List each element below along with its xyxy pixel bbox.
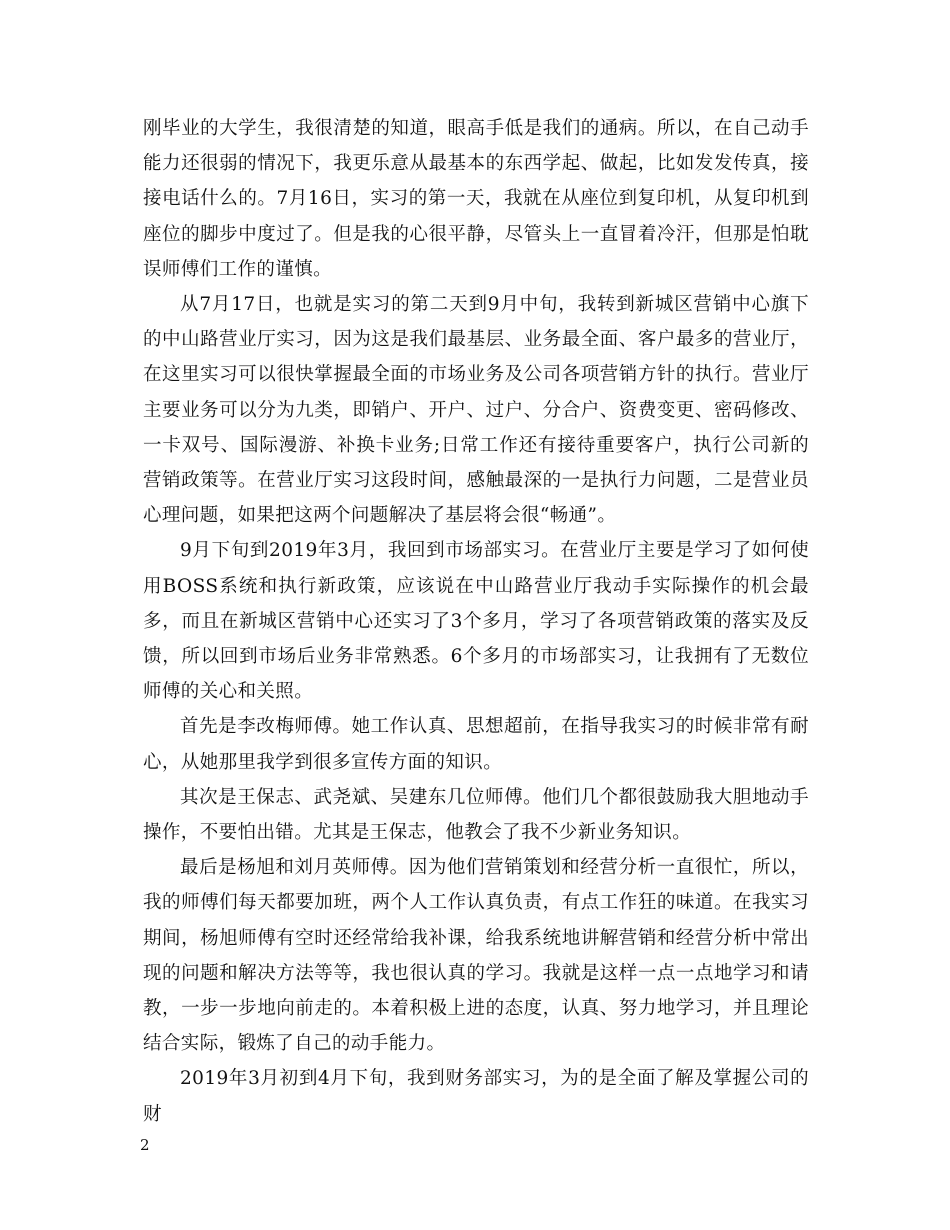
- paragraph: 9月下旬到2019年3月，我回到市场部实习。在营业厅主要是学习了如何使用BOSS系统和执行新政策，应该说在中山路营业厅我动手实际操作的机会最多，而且在新城区营销中心还实习了3个多月，学习了各项营销政策的落实及反馈，所以回到市场后业务非常熟悉。6个多月的市场部实习，让我拥有了无数位师傅的关心和关照。: [143, 540, 809, 703]
- document-body: [143, 111, 809, 1132]
- paragraph: 最后是杨旭和刘月英师傅。因为他们营销策划和经营分析一直很忙，所以，我的师傅们每天都要加班，两个人工作认真负责，有点工作狂的味道。在我实习期间，杨旭师傅有空时还经常给我补课，给我系统地讲解营销和经营分析中常出现的问题和解决方法等等，我也很认真的学习。我就是这样一点一点地学习和请教，一步一步地向前走的。本着积极上进的态度，认真、努力地学习，并且理论结合实际，锻炼了自己的动手能力。: [143, 857, 809, 1055]
- paragraph: 其次是王保志、武尧斌、吴建东几位师傅。他们几个都很鼓励我大胆地动手操作，不要怕出错。尤其是王保志，他教会了我不少新业务知识。: [143, 786, 809, 844]
- paragraph: 从7月17日，也就是实习的第二天到9月中旬，我转到新城区营销中心旗下的中山路营业厅实习，因为这是我们最基层、业务最全面、客户最多的营业厅，在这里实习可以很快掌握最全面的市场业务及公司各项营销方针的执行。营业厅主要业务可以分为九类，即销户、开户、过户、分合户、资费变更、密码修改、一卡双号、国际漫游、补换卡业务;日常工作还有接待重要客户，执行公司新的营销政策等。在营业厅实习这段时间，感触最深的一是执行力问题，二是营业员心理问题，如果把这两个问题解决了基层将会很“畅通”。: [143, 294, 809, 527]
- paragraph: 刚毕业的大学生，我很清楚的知道，眼高手低是我们的通病。所以，在自己动手能力还很弱的情况下，我更乐意从最基本的东西学起、做起，比如发发传真，接接电话什么的。7月16日，实习的第一天，我就在从座位到复印机，从复印机到座位的脚步中度过了。但是我的心很平静，尽管头上一直冒着冷汗，但那是怕耽误师傅们工作的谨慎。: [143, 118, 809, 280]
- paragraph: 首先是李改梅师傅。她工作认真、思想超前，在指导我实习的时候非常有耐心，从她那里我学到很多宣传方面的知识。: [143, 716, 809, 773]
- page-number: 2: [140, 1136, 150, 1154]
- paragraph: 2019年3月初到4月下旬，我到财务部实习，为的是全面了解及掌握公司的财: [143, 1068, 809, 1125]
